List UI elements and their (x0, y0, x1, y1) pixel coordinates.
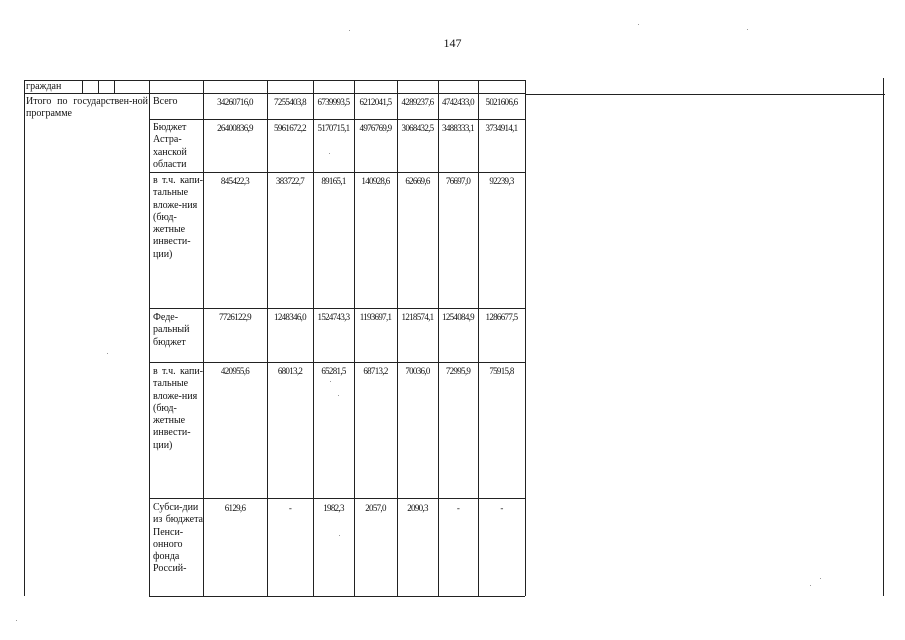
value-cell: 5961672,2 (274, 123, 306, 133)
value-cell: 68013,2 (277, 366, 303, 376)
value-cell: 1524743,3 (317, 312, 350, 322)
value-cell: 1193697,1 (359, 312, 392, 322)
value-cell: 383722,7 (275, 176, 305, 186)
value-cell: 89165,1 (321, 176, 346, 186)
value-cell: 1218574,1 (401, 312, 434, 322)
value-cell: 3734914,1 (485, 123, 518, 133)
value-cell: 420955,6 (220, 366, 250, 376)
value-cell: 1982,3 (323, 503, 344, 513)
value-cell: - (500, 503, 503, 513)
value-cell: - (288, 503, 292, 513)
value-cell: 65281,5 (321, 366, 346, 376)
value-cell: 7726122,9 (219, 312, 251, 322)
value-cell: 70036,0 (405, 366, 430, 376)
value-cell: 4742433,0 (442, 97, 474, 107)
value-cell: 2090,3 (407, 503, 428, 513)
prev-row-label: граждан (26, 81, 62, 92)
value-cell: 92239,3 (489, 176, 514, 186)
value-cell: 1248346,0 (274, 312, 306, 322)
value-cell: - (456, 503, 460, 513)
value-cell: 72995,9 (445, 366, 471, 376)
row-label: Бюджет Астра-ханской области (153, 122, 187, 170)
value-cell: 62669,6 (405, 176, 430, 186)
row-label: Субси-дии из бюджета Пенси-онного фонда Россий- (153, 502, 203, 575)
page-number: 147 (443, 36, 462, 50)
program-label: Итого по государствен-ной программе (26, 96, 148, 120)
value-cell: 6212041,5 (359, 97, 392, 107)
value-cell: 5021606,6 (485, 97, 518, 107)
value-cell: 6739993,5 (317, 97, 350, 107)
value-cell: 4976769,9 (359, 123, 392, 133)
value-cell: 7255403,8 (274, 97, 306, 107)
value-cell: 76697,0 (445, 176, 471, 186)
value-cell: 5170715,1 (317, 123, 350, 133)
value-cell: 2057,0 (365, 503, 386, 513)
row-label: Феде-ральный бюджет (153, 312, 190, 348)
value-cell: 1254084,9 (442, 312, 474, 322)
value-cell: 34260716,0 (217, 97, 253, 107)
value-cell: 140928,6 (361, 176, 390, 186)
value-cell: 68713,2 (363, 366, 388, 376)
value-cell: 3488333,1 (442, 123, 474, 133)
value-cell: 75915,8 (489, 366, 514, 376)
value-cell: 26400836,9 (217, 123, 253, 133)
row-label: Всего (153, 96, 178, 107)
value-cell: 4289237,6 (401, 97, 434, 107)
row-label: в т.ч. капи-тальные вложе-ния (бюд-жетные инвести-ции) (153, 366, 203, 451)
value-cell: 1286677,5 (485, 312, 518, 322)
value-cell: 6129,6 (224, 503, 246, 513)
value-cell: 3068432,5 (401, 123, 434, 133)
value-cell: 845422,3 (220, 176, 250, 186)
row-label: в т.ч. капи-тальные вложе-ния (бюд-жетные инвести-ции) (153, 175, 203, 260)
